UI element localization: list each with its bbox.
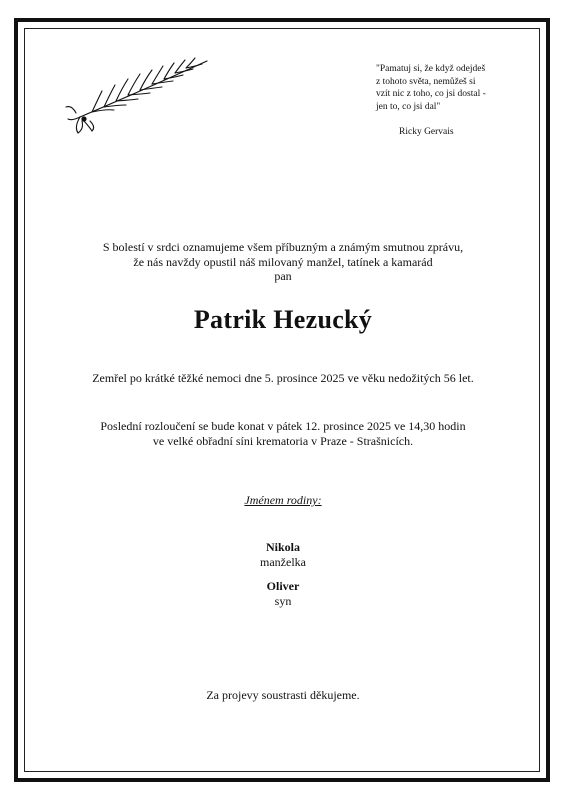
family-member-relation: manželka [260,554,306,569]
announcement-line: že nás navždy opustil náš milovaný manžel, tatínek a kamarád [133,254,433,269]
family-member-relation: syn [274,593,292,608]
announcement-line: pan [274,269,292,283]
quote-line: z tohoto světa, nemůžeš si [376,76,476,87]
funeral-details [0,419,566,449]
family-member [0,540,566,569]
quote-line: "Pamatuj si, že když odejdeš [376,64,486,74]
quote-line: jen to, co jsi dal" [376,101,441,112]
quote-author: Ricky Gervais [399,127,454,137]
funeral-line: Poslední rozloučení se bude konat v pátek 12. prosince 2025 ve 14,30 hodin [100,419,466,433]
quote-block [376,63,516,113]
family-member-name: Oliver [266,579,300,593]
thanks-line: Za projevy soustrasti děkujeme. [206,688,360,702]
announcement-line: S bolestí v srdci oznamujeme všem příbuzným a známým smutnou zprávu, [102,240,464,254]
quote-line: vzít nic z toho, co jsi dostal - [376,89,486,99]
funeral-line: ve velké obřadní síni krematoria v Praze - Strašnicích. [152,434,414,448]
family-member [0,579,566,608]
death-notice: Zemřel po krátké těžké nemoci dne 5. prosince 2025 ve věku nedožitých 56 let. [92,371,474,385]
family-member-name: Nikola [265,540,300,554]
family-heading: Jménem rodiny: [244,493,322,507]
palm-branch-icon [62,55,212,140]
announcement [0,240,566,284]
deceased-name: Patrik Hezucký [193,305,373,334]
